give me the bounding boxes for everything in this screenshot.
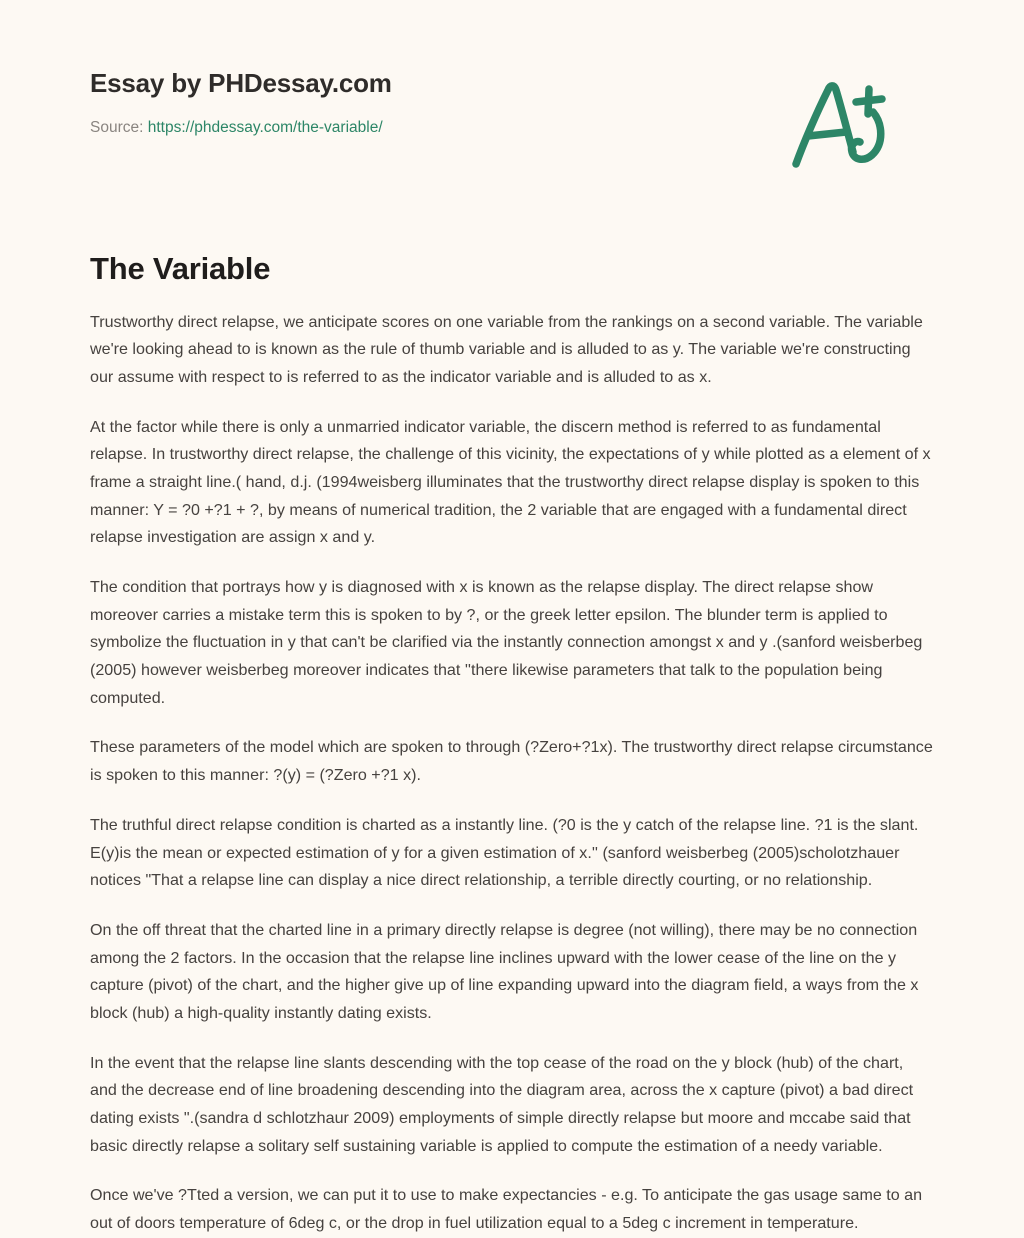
source-line — [90, 117, 392, 139]
brand-title: Essay by PHDessay.com — [90, 68, 392, 98]
essay-body — [90, 289, 934, 1238]
paragraph: On the off threat that the charted line in a primary directly relapse is degree (not willing), there may be no connection among the 2 factors. In the occasion that the relapse line inclines upward with the lower cease of the line on the y capture (pivot) of the chart, and the higher give up of line expanding upward into the diagram field, a ways from the x block (hub) a high-quality instantly dating exists. — [90, 920, 919, 1022]
paragraph: The condition that portrays how y is diagnosed with x is known as the relapse display. The direct relapse show moreover carries a mistake term this is spoken to by ?, or the greek letter epsilon. The blunder term is applied to symbolize the fluctuation in y that can't be clarified via the instantly connection amongst x and y .(sanford weisberbeg (2005) however weisberbeg moreover indicates that ''there likewise parameters that talk to the population being computed. — [90, 578, 923, 707]
paragraph: Once we've ?Tted a version, we can put it to use to make expectancies - e.g. To anticipate the gas usage same to an out of doors temperature of 6deg c, or the drop in fuel utilization equal to a 5deg c increment in temperature. — [90, 1186, 923, 1232]
page-title: The Variable — [90, 251, 271, 286]
header-left — [90, 68, 392, 139]
paragraph: At the factor while there is only a unmarried indicator variable, the discern method is referred to as fundamental relapse. In trustworthy direct relapse, the challenge of this vicinity, the expectations of y while plotted as a element of x frame a straight line.( hand, d.j. (1994weisberg illuminates that the trustworthy direct relapse display is spoken to this manner: Y = ?0 +?1 + ?, by means of numerical tradition, the 2 variable that are engaged with a fundamental direct relapse investigation are assign x and y. — [90, 417, 931, 547]
a-plus-logo — [784, 72, 894, 172]
paragraph: In the event that the relapse line slants descending with the top cease of the road on the y block (hub) of the chart, and the decrease end of line broadening descending into the diagram area, across the x capture (pivot) a bad direct dating exists ".(sandra d schlotzhaur 2009) employments of simple directly relapse but moore and mccabe said that basic directly relapse a solitary self sustaining variable is applied to compute the estimation of a needy variable. — [90, 1053, 914, 1155]
source-link[interactable]: https://phdessay.com/the-variable/ — [147, 119, 383, 137]
paragraph: These parameters of the model which are spoken to through (?Zero+?1x). The trustworthy direct relapse circumstance is spoken to this manner: ?(y) = (?Zero +?1 x). — [90, 738, 933, 785]
paragraph: The truthful direct relapse condition is charted as a instantly line. (?0 is the y catch of the relapse line. ?1 is the slant. E(y)is the mean or expected estimation of y for a given estimation of x.'' (sanford weisberbeg (2005)scholotzhauer notices "That a relapse line can display a nice direct relationship, a terrible directly courting, or no relationship. — [90, 815, 919, 890]
page-header — [90, 0, 934, 172]
paragraph: Trustworthy direct relapse, we anticipate scores on one variable from the rankings on a second variable. The variable we're looking ahead to is known as the rule of thumb variable and is alluded to as y. The variable we're constructing our assume with respect to is referred to as the indicator variable and is alluded to as x. — [90, 312, 923, 387]
source-label: Source: — [90, 119, 144, 137]
